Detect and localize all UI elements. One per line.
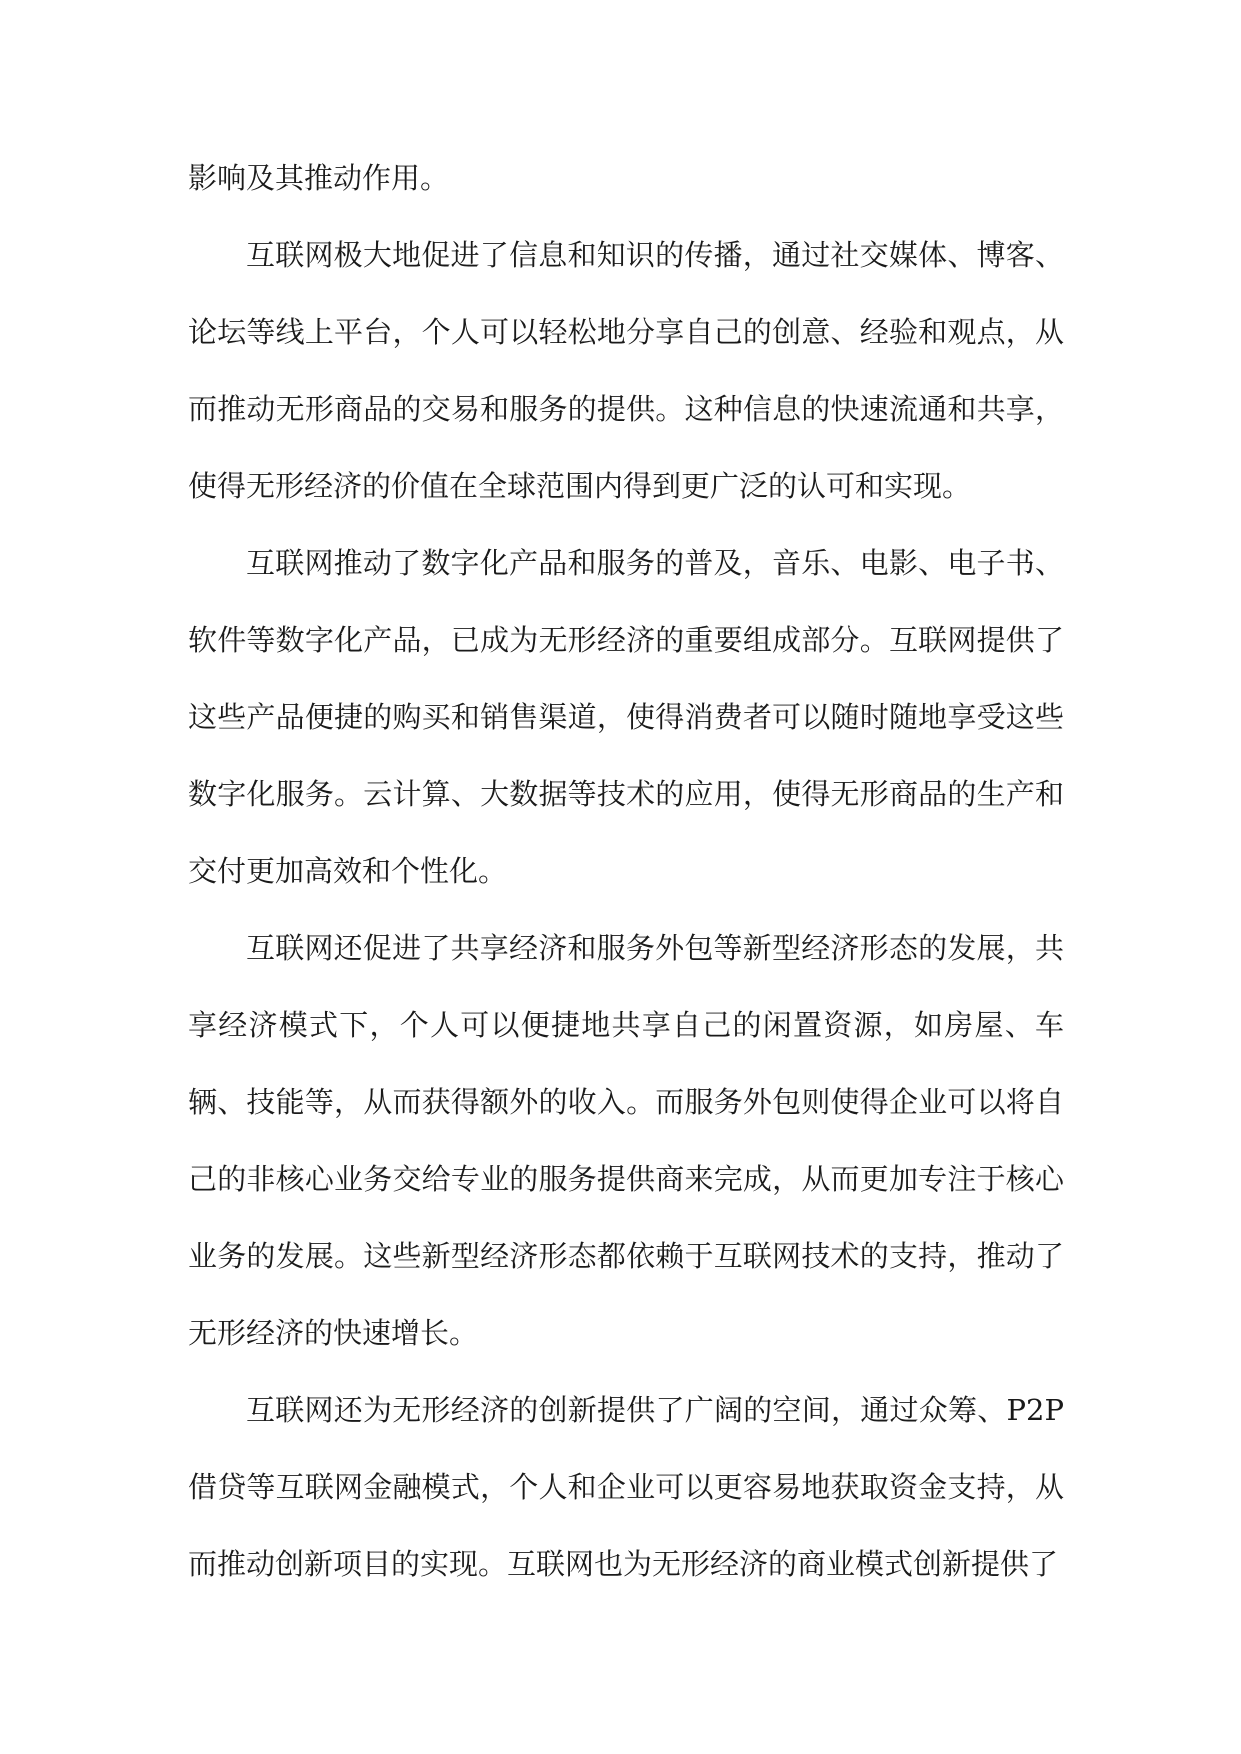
paragraph-information-spread: 互联网极大地促进了信息和知识的传播，通过社交媒体、博客、论坛等线上平台，个人可以轻松地分享自己的创意、经验和观点，从而推动无形商品的交易和服务的提供。这种信息的快速流通和共享，使得无形经济的价值在全球范围内得到更广泛的认可和实现。 — [188, 238, 1064, 503]
document-body — [188, 140, 1064, 1603]
paragraph-continuation: 影响及其推动作用。 — [188, 161, 450, 195]
paragraph-innovation: 互联网还为无形经济的创新提供了广阔的空间，通过众筹、P2P借贷等互联网金融模式，个人和企业可以更容易地获取资金支持，从而推动创新项目的实现。互联网也为无形经济的商业模式创新提供了 — [188, 1393, 1064, 1581]
paragraph-digital-products: 互联网推动了数字化产品和服务的普及，音乐、电影、电子书、软件等数字化产品，已成为无形经济的重要组成部分。互联网提供了这些产品便捷的购买和销售渠道，使得消费者可以随时随地享受这些数字化服务。云计算、大数据等技术的应用，使得无形商品的生产和交付更加高效和个性化。 — [188, 546, 1064, 888]
paragraph-sharing-economy: 互联网还促进了共享经济和服务外包等新型经济形态的发展，共享经济模式下，个人可以便捷地共享自己的闲置资源，如房屋、车辆、技能等，从而获得额外的收入。而服务外包则使得企业可以将自己的非核心业务交给专业的服务提供商来完成，从而更加专注于核心业务的发展。这些新型经济形态都依赖于互联网技术的支持，推动了无形经济的快速增长。 — [188, 931, 1064, 1350]
